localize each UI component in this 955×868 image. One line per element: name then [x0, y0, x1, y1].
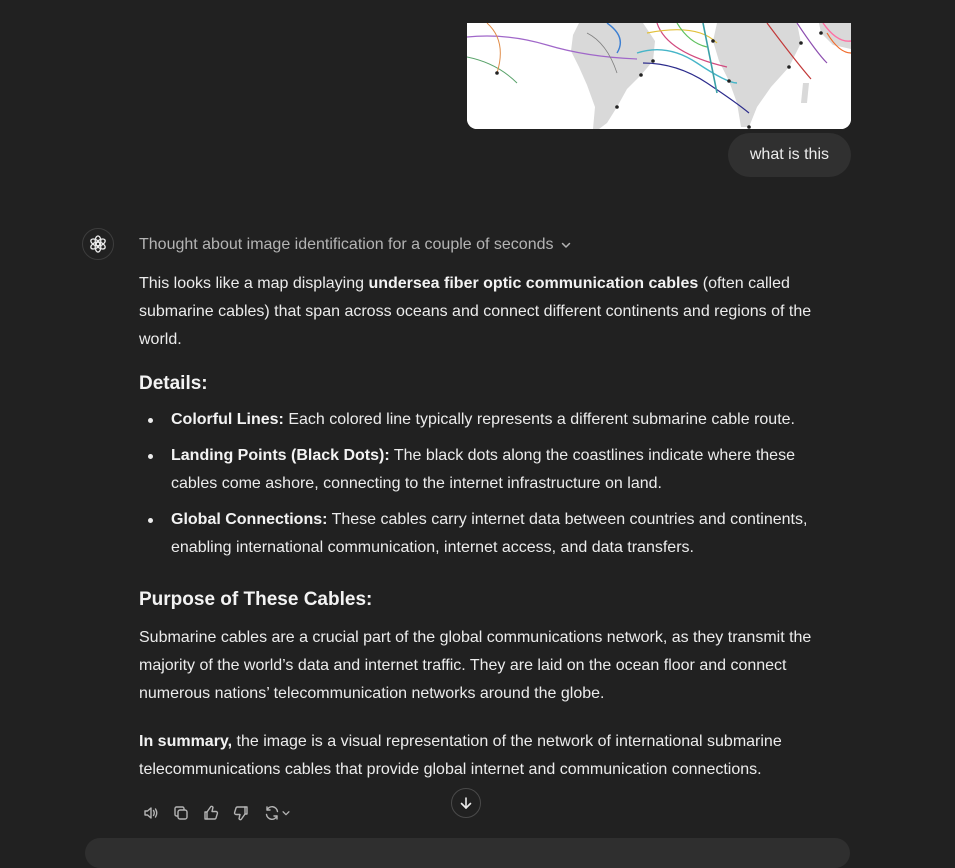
list-item [139, 406, 839, 434]
details-list [139, 406, 839, 562]
intro-bold-text: undersea fiber optic communication cables [368, 275, 699, 292]
summary-bold-text: In summary, [139, 733, 233, 750]
assistant-message [139, 270, 839, 784]
message-composer[interactable] [85, 838, 850, 868]
list-item-text: Each colored line typically represents a different submarine cable route. [283, 411, 795, 428]
copy-button[interactable] [169, 801, 193, 825]
thumbs-up-icon [202, 804, 220, 822]
chevron-down-icon [281, 808, 291, 818]
arrow-down-icon [458, 795, 474, 811]
message-actions [139, 801, 295, 825]
thumbs-down-icon [232, 804, 250, 822]
user-uploaded-image[interactable] [467, 23, 851, 129]
list-item [139, 506, 839, 562]
summary-paragraph [139, 728, 839, 784]
openai-logo-icon [88, 234, 108, 254]
thought-toggle[interactable] [139, 235, 572, 255]
intro-text-before: This looks like a map displaying [139, 275, 369, 292]
summary-text: the image is a visual representation of the network of international submarine telecommunications cables that provide global internet and communication connections. [139, 733, 782, 778]
purpose-heading: Purpose of These Cables: [139, 589, 373, 610]
refresh-icon [263, 804, 281, 822]
speaker-icon [142, 804, 160, 822]
list-item-title: Landing Points (Black Dots): [171, 447, 390, 464]
list-item [139, 442, 839, 498]
thought-label: Thought about image identification for a couple of seconds [139, 236, 554, 253]
intro-paragraph [139, 270, 839, 354]
list-item-title: Global Connections: [171, 511, 328, 528]
submarine-cable-map-image [467, 23, 851, 129]
list-item-text: These cables carry internet data between countries and continents, enabling international communication, internet access, and data transfers. [171, 511, 808, 556]
scroll-to-bottom-button[interactable] [451, 788, 481, 818]
details-heading: Details: [139, 373, 208, 394]
list-item-text: The black dots along the coastlines indicate where these cables come ashore, connecting to the internet infrastructure on land. [171, 447, 795, 492]
list-item-title: Colorful Lines: [171, 411, 284, 428]
read-aloud-button[interactable] [139, 801, 163, 825]
assistant-avatar [82, 228, 114, 260]
bad-response-button[interactable] [229, 801, 253, 825]
purpose-paragraph: Submarine cables are a crucial part of the global communications network, as they transmit the majority of the world’s data and internet traffic. They are laid on the ocean floor and connect numerous nations’ telecommunication networks around the globe. [139, 629, 812, 702]
intro-text-after: (often called submarine cables) that span across oceans and connect different continents and regions of the world. [139, 275, 812, 348]
copy-icon [172, 804, 190, 822]
chevron-down-icon [560, 239, 572, 251]
user-message-bubble: what is this [728, 133, 851, 177]
regenerate-button[interactable] [259, 801, 295, 825]
good-response-button[interactable] [199, 801, 223, 825]
